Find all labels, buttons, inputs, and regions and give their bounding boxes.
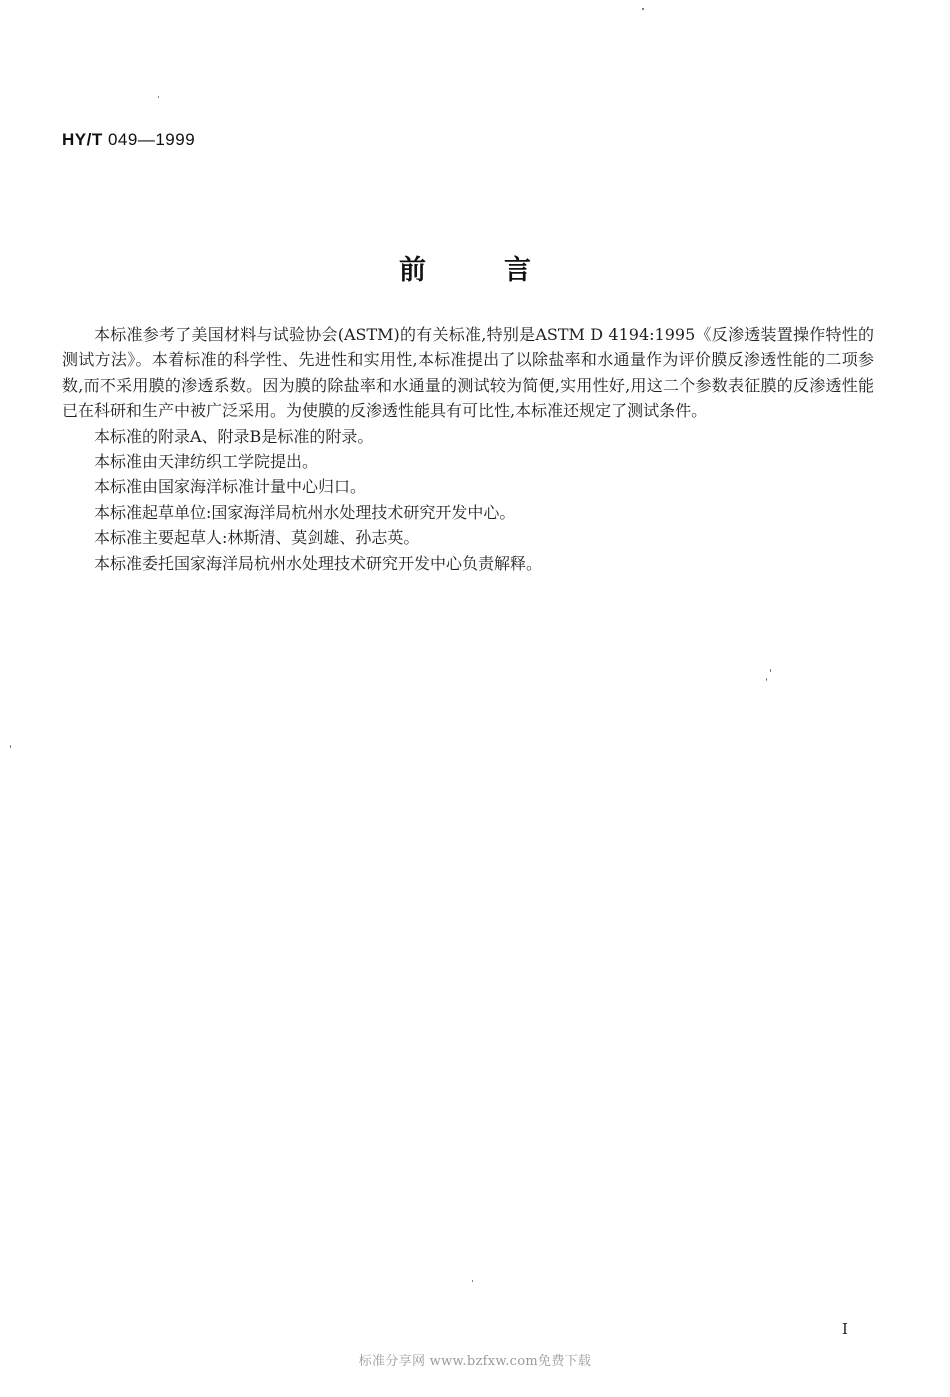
paragraph-proposer: 本标准由天津纺织工学院提出。 bbox=[94, 452, 319, 472]
standard-code bbox=[62, 130, 195, 150]
paragraph-administrator: 本标准由国家海洋标准计量中心归口。 bbox=[94, 477, 367, 497]
paragraph-interpretation: 本标准委托国家海洋局杭州水处理技术研究开发中心负责解释。 bbox=[94, 553, 543, 573]
paragraph-appendix: 本标准的附录A、附录B是标准的附录。 bbox=[94, 426, 374, 446]
foreword-body bbox=[62, 322, 874, 576]
scan-speck bbox=[770, 669, 771, 672]
paragraph-intro: 本标准参考了美国材料与试验协会(ASTM)的有关标准,特别是ASTM D 4194:1995《反渗透装置操作特性的测试方法》。本着标准的科学性、先进性和实用性,本标准提出了以除盐率和水通量作为评价膜反渗透性能的二项参数,而不采用膜的渗透系数。因为膜的除盐率和水通量的测试较为简便,实用性好,用这二个参数表征膜的反渗透性能已在科研和生产中被广泛采用。为使膜的反渗透性能具有可比性,本标准还规定了测试条件。 bbox=[62, 325, 874, 421]
scan-speck bbox=[158, 96, 159, 98]
standard-code-number: 049—1999 bbox=[107, 130, 196, 149]
scan-speck bbox=[472, 1280, 473, 1282]
page-number: I bbox=[842, 1320, 848, 1338]
footer-watermark: 标准分享网 www.bzfxw.com免费下载 bbox=[358, 1354, 592, 1369]
paragraph-drafting-unit: 本标准起草单位:国家海洋局杭州水处理技术研究开发中心。 bbox=[94, 502, 516, 522]
scan-speck bbox=[10, 745, 11, 748]
scan-speck bbox=[766, 678, 767, 681]
paragraph-drafters: 本标准主要起草人:林斯清、莫剑雄、孙志英。 bbox=[94, 528, 420, 548]
scan-speck bbox=[642, 8, 644, 10]
page-title: 前言 bbox=[399, 255, 609, 286]
standard-code-prefix: HY/T bbox=[62, 130, 103, 149]
